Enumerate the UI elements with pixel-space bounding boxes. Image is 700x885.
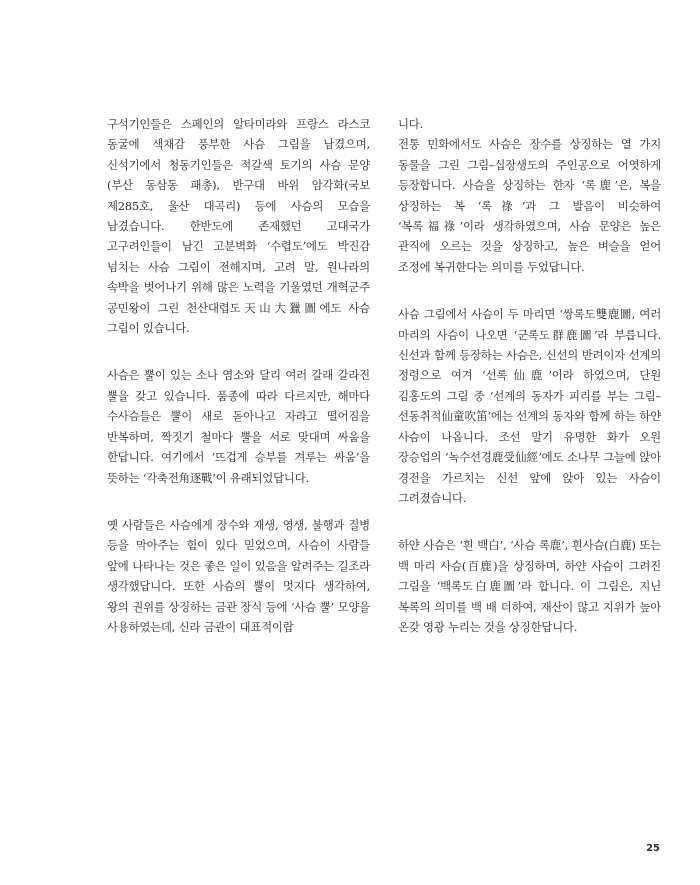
paragraph-white-deer: 하얀 사슴은 ‘흰 백白’, ‘사슴 록鹿’, 흰사슴(白鹿) 또는 백 마리 사슴(百鹿)을 상징하며, 하얀 사슴이 그려진 그림을 ‘백록도白鹿圖’라 합니다. 이 그림은, 지닌 복록의 의미를 백 배 더하여, 재산이 많고 지위가 높아 온갖 영광 누리는 것을 상징한답니다.	[398, 538, 661, 634]
paragraph-deer-antlers: 사슴은 뿔이 있는 소나 염소와 달리 여러 갈래 갈라진 뿔을 갖고 있습니다. 품종에 따라 다르지만, 해마다 수사슴들은 뿔이 새로 돋아나고 자라고 떨어짐을 반복하며, 짝짓기 철마다 뿔을 서로 맞대며 싸움을 한답니다. 여기에서 ‘뜨겁게 승부를 겨루는 싸움’을 뜻하는 ‘각축전角逐戰’이 유래되었답니다.	[107, 368, 370, 485]
left-column	[107, 114, 370, 664]
page-number: 25	[646, 843, 660, 854]
right-column	[398, 114, 661, 664]
paragraph-deer-paintings: 사슴 그림에서 사슴이 두 마리면 ‘쌍록도雙鹿圖, 여러 마리의 사슴이 나오면 ‘군록도群鹿圖’라 부릅니다. 신선과 함께 등장하는 사슴은, 신선의 반려이자 선계의 정령으로 여겨 ‘선록仙鹿’이라 하였으며, 단원 김홍도의 그림 중 ‘선계의 동자가 피리를 부는 그림–선동취적仙童吹笛’에는 선계의 동자와 함께 하는 하얀 사슴이 나옵니다. 조선 말기 유명한 화가 오원 장승업의 ‘녹수선경鹿受仙經’에도 소나무 그늘에 앉아 경전을 가르치는 신선 앞에 앉아 있는 사슴이 그려졌습니다.	[398, 307, 661, 505]
paragraph-deer-history: 구석기인들은 스페인의 알타미라와 프랑스 라스코 동굴에 색채감 풍부한 사슴 그림을 남겼으며, 신석기에서 청동기인들은 적갈색 토기의 사슴 문양(부산 동삼동 패총), 반구대 바위 암각화(국보 제285호, 울산 대곡리) 등에 사슴의 모습을 남겼습니다. 한반도에 존재했던 고대국가 고구려인들이 남긴 고분벽화 ‘수렵도’에도 박진감 넘치는 사슴 그림이 전해지며, 고려 말, 원나라의 속박을 벗어나기 위해 많은 노력을 기울였던 개혁군주 공민왕이 그린 천산대렵도天山大獵圖에도 사슴 그림이 있습니다.	[107, 117, 370, 336]
paragraph-deer-symbolism: 옛 사람들은 사슴에게 장수와 재생, 영생, 불행과 질병 등을 막아주는 힘이 있다 믿었으며, 사슴이 사람들 앞에 나타나는 것은 좋은 일이 있음을 알려주는 길조라 생각했답니다. 또한 사슴의 뿔이 멋지다 생각하여, 왕의 권위를 상징하는 금관 장식 등에 ‘사슴 뿔’ 모양을 사용하였는데, 신라 금관이 대표적이랍	[107, 517, 370, 634]
paragraph-folk-painting: 니다. 전통 민화에서도 사슴은 장수를 상징하는 열 가지 동물을 그린 그림–십장생도의 주인공으로 어엿하게 등장합니다. 사슴을 상징하는 한자 ‘록鹿’은, 복을 상징하는 복 ‘록祿’과 그 발음이 비슷하여 ‘복록福祿’이라 생각하였으며, 사슴 문양은 높은 관직에 오르는 것을 상징하고, 높은 벼슬을 얻어 조정에 복귀한다는 의미를 두었답니다.	[398, 117, 661, 274]
